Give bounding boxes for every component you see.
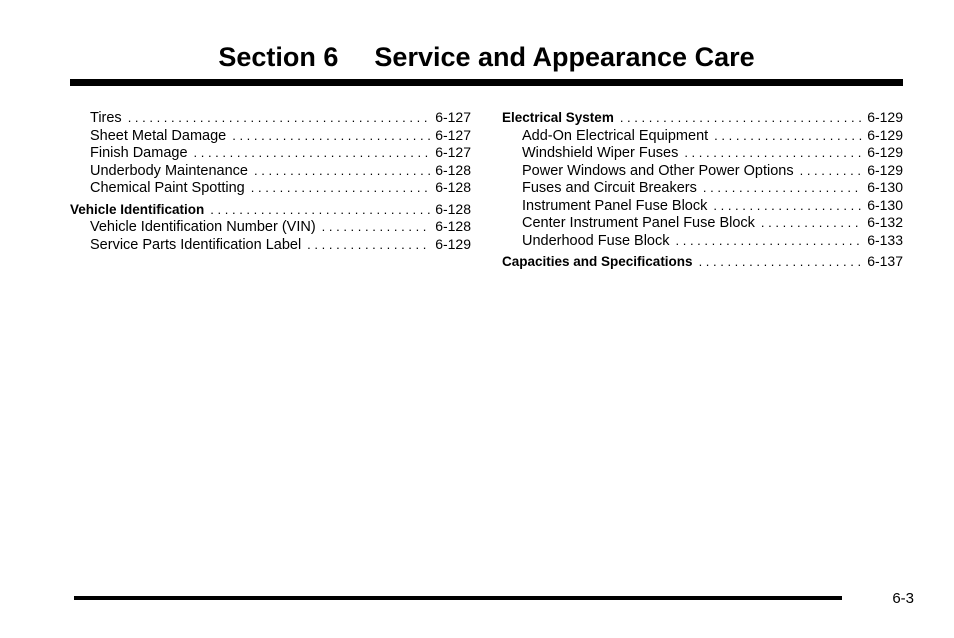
section-number: Section 6 xyxy=(218,42,339,72)
toc-entry[interactable]: Fuses and Circuit Breakers . . . 6-130 xyxy=(502,179,903,197)
footer-rule xyxy=(74,596,842,600)
toc-entry[interactable]: Windshield Wiper Fuses . . . 6-129 xyxy=(502,144,903,162)
toc-entry[interactable]: Vehicle Identification Number (VIN) . . . 6-128 xyxy=(70,218,471,236)
toc-entry[interactable]: Underbody Maintenance . . . 6-128 xyxy=(70,162,471,180)
toc-entry[interactable]: Tires . . . 6-127 xyxy=(70,109,471,127)
page-title xyxy=(70,42,903,73)
toc-entry[interactable]: Center Instrument Panel Fuse Block . . . 6-132 xyxy=(502,214,903,232)
toc-entry[interactable]: Instrument Panel Fuse Block . . . 6-130 xyxy=(502,197,903,215)
toc-entry[interactable]: Chemical Paint Spotting . . . 6-128 xyxy=(70,179,471,197)
toc-entry[interactable]: Underhood Fuse Block . . . 6-133 xyxy=(502,232,903,250)
toc-heading[interactable]: Electrical System . . . 6-129 xyxy=(502,109,903,127)
toc-entry[interactable]: Sheet Metal Damage . . . 6-127 xyxy=(70,127,471,145)
page-number: 6-3 xyxy=(892,590,914,607)
section-title: Service and Appearance Care xyxy=(374,42,755,72)
header-rule xyxy=(70,79,903,86)
toc-entry[interactable]: Service Parts Identification Label . . . 6-129 xyxy=(70,236,471,254)
toc-entry[interactable]: Add-On Electrical Equipment . . . 6-129 xyxy=(502,127,903,145)
toc-heading[interactable]: Capacities and Specifications . . . 6-137 xyxy=(502,253,903,271)
toc-heading[interactable]: Vehicle Identification . . . 6-128 xyxy=(70,201,471,219)
toc-column-left xyxy=(70,109,471,253)
toc-entry[interactable]: Finish Damage . . . 6-127 xyxy=(70,144,471,162)
toc-column-right xyxy=(502,109,903,271)
toc-entry[interactable]: Power Windows and Other Power Options . . . 6-129 xyxy=(502,162,903,180)
